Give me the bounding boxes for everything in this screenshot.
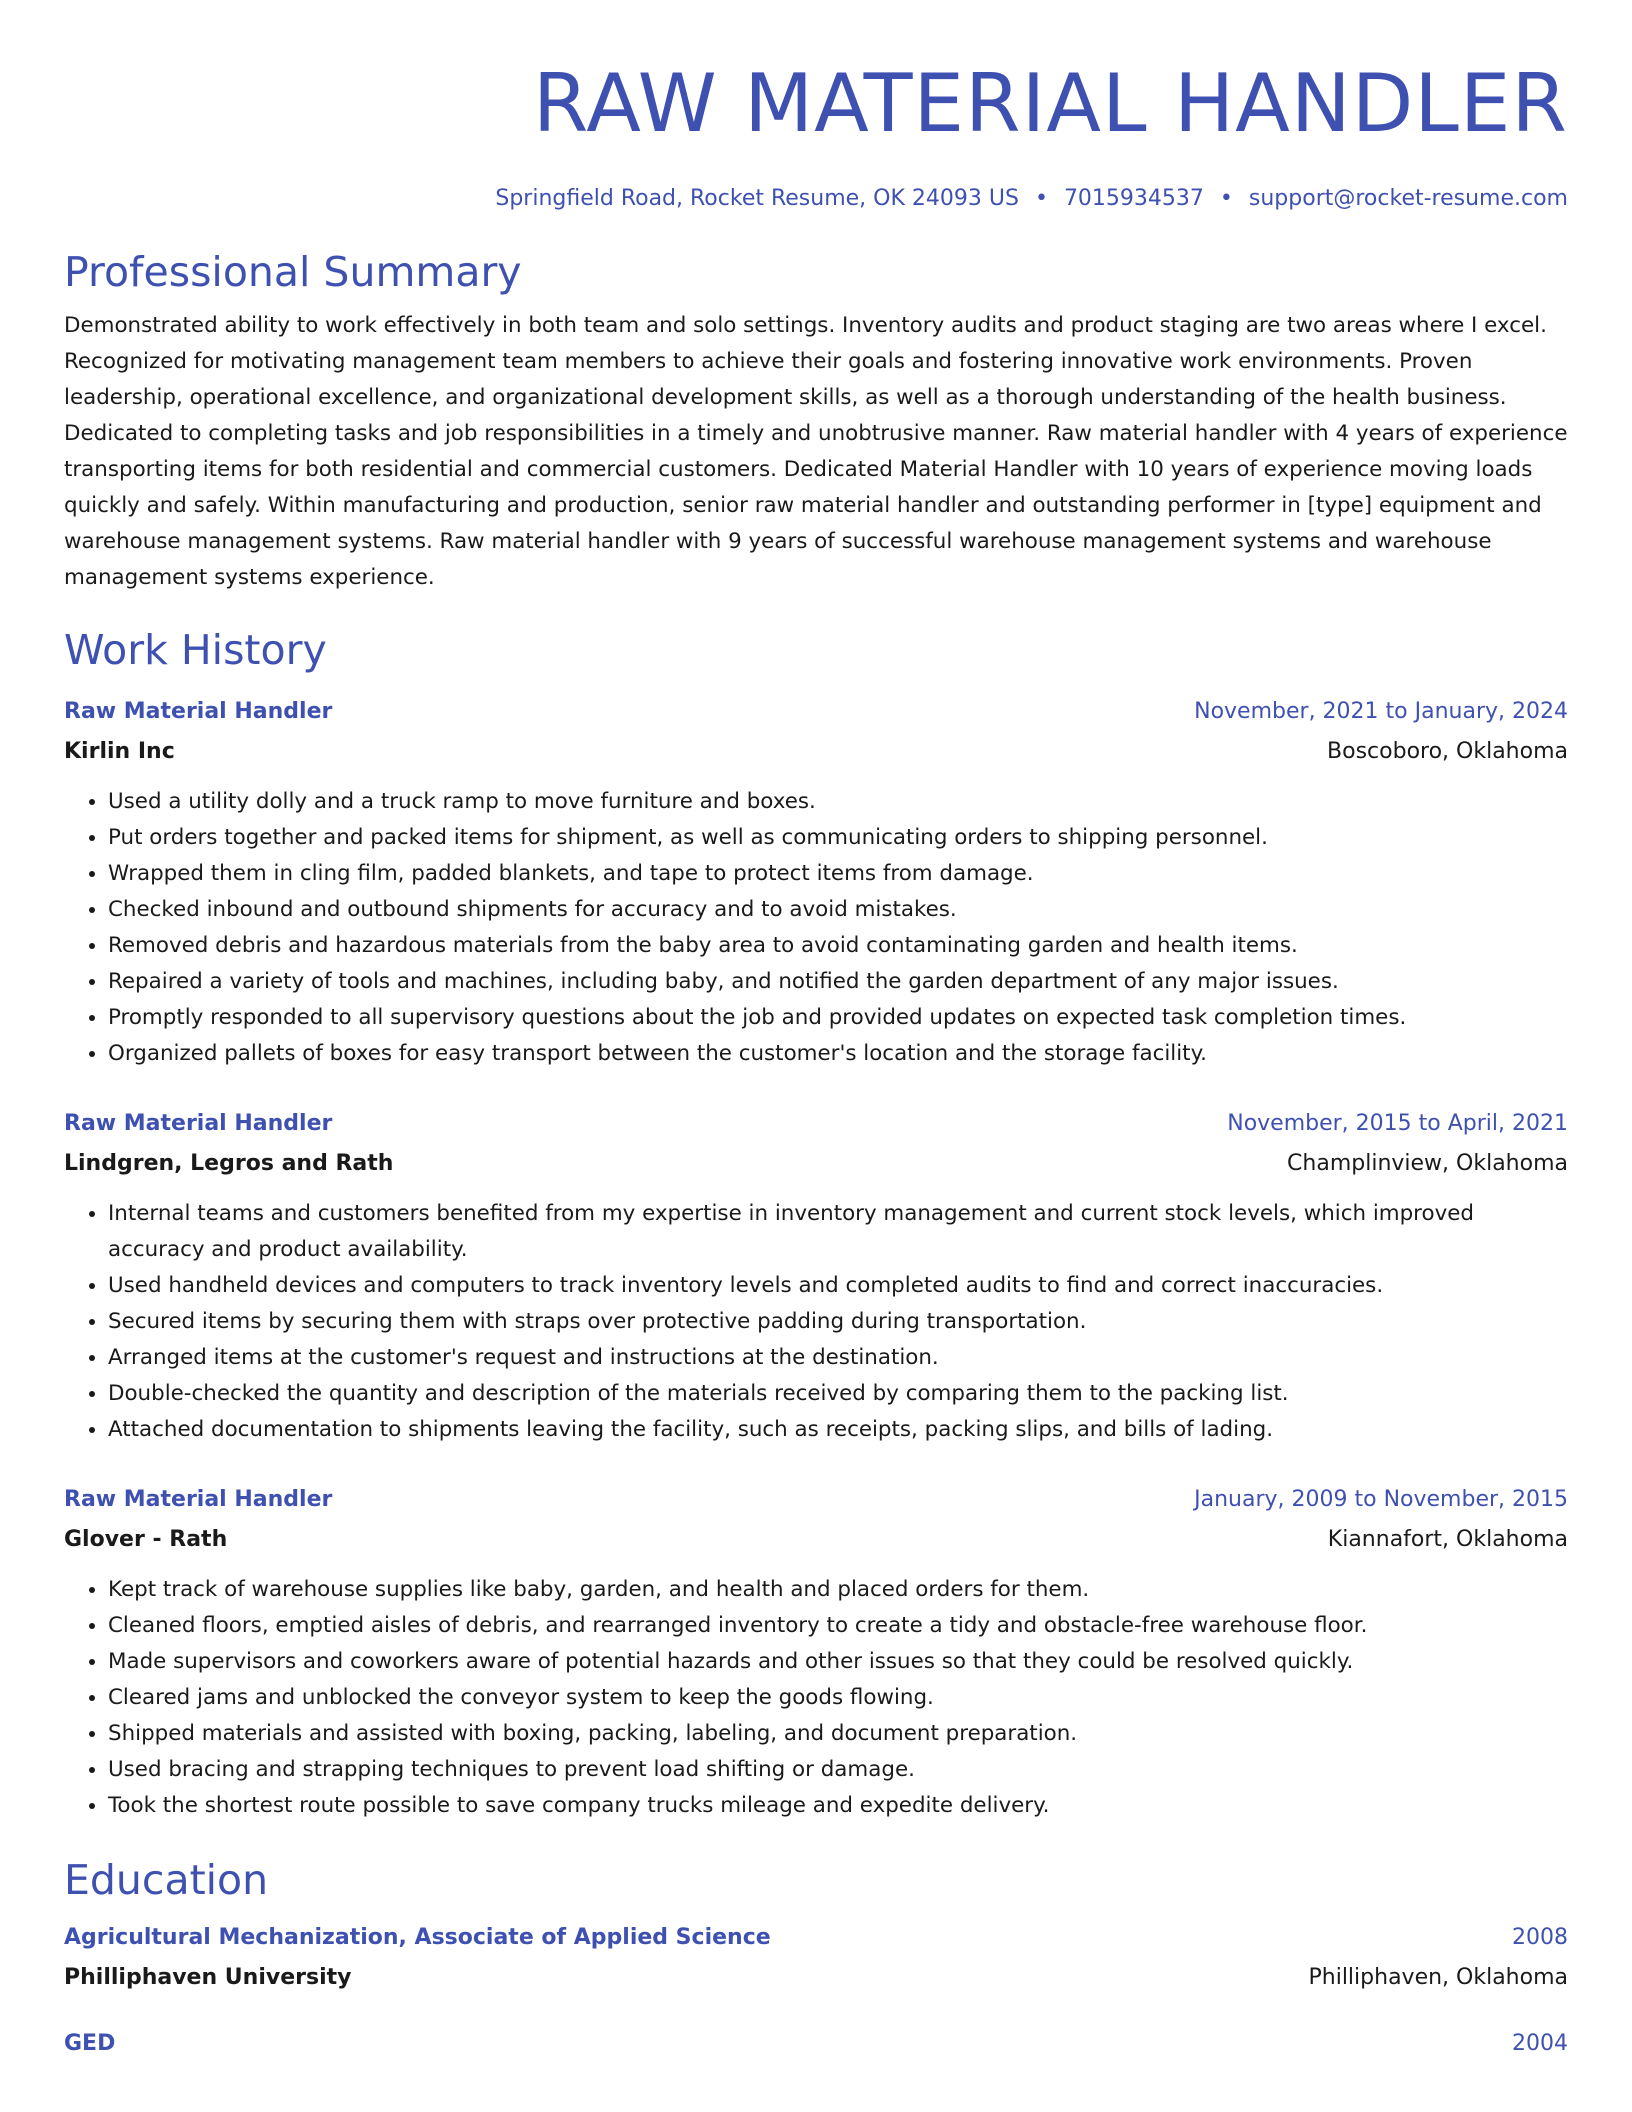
- job-company: Lindgren, Legros and Rath: [64, 1151, 394, 1176]
- job-bullets: [64, 784, 1568, 1072]
- education-entry: [64, 2024, 1568, 2064]
- job-entry: [64, 692, 1568, 1072]
- education-header-row: [64, 2024, 1568, 2064]
- job-entry: [64, 1480, 1568, 1824]
- work-history-heading: Work History: [64, 626, 327, 674]
- job-bullet: • Used bracing and strapping techniques to prevent load shifting or damage.: [108, 1752, 1568, 1788]
- contact-line: [64, 184, 1568, 214]
- job-bullet: • Promptly responded to all supervisory questions about the job and provided updates on expected task completion times.: [108, 1000, 1568, 1036]
- contact-phone[interactable]: 7015934537: [1063, 186, 1204, 211]
- job-bullet: • Checked inbound and outbound shipments for accuracy and to avoid mistakes.: [108, 892, 1568, 928]
- job-bullet: • Put orders together and packed items for shipment, as well as communicating orders to shipping personnel.: [108, 820, 1568, 856]
- job-dates: January, 2009 to November, 2015: [1194, 1487, 1568, 1512]
- job-bullets: [64, 1572, 1568, 1824]
- education-location: Philliphaven, Oklahoma: [1308, 1965, 1568, 1990]
- contact-email[interactable]: support@rocket-resume.com: [1248, 186, 1568, 211]
- job-bullet: • Internal teams and customers benefited from my expertise in inventory management and current stock levels, which improved accuracy and product availability.: [108, 1196, 1568, 1268]
- job-header-row: [64, 1104, 1568, 1144]
- job-bullet: • Wrapped them in cling film, padded blankets, and tape to protect items from damage.: [108, 856, 1568, 892]
- job-header-row: [64, 1480, 1568, 1520]
- education-school-row: [64, 1958, 1568, 1998]
- job-company: Kirlin Inc: [64, 739, 175, 764]
- job-company-row: [64, 732, 1568, 772]
- contact-separator: •: [1034, 186, 1048, 211]
- job-bullet: • Secured items by securing them with straps over protective padding during transportation.: [108, 1304, 1568, 1340]
- job-bullet: • Shipped materials and assisted with boxing, packing, labeling, and document preparation.: [108, 1716, 1568, 1752]
- education-year: 2008: [1512, 1925, 1568, 1950]
- job-entry: [64, 1104, 1568, 1448]
- job-company-row: [64, 1144, 1568, 1184]
- job-bullet: • Took the shortest route possible to save company trucks mileage and expedite delivery.: [108, 1788, 1568, 1824]
- contact-address: Springfield Road, Rocket Resume, OK 24093 US: [495, 186, 1019, 211]
- job-title: Raw Material Handler: [64, 1111, 333, 1136]
- job-location: Kiannafort, Oklahoma: [1327, 1527, 1568, 1552]
- candidate-name: RAW MATERIAL HANDLER: [532, 57, 1568, 150]
- education-heading: Education: [64, 1856, 269, 1904]
- education-entry: [64, 1918, 1568, 1998]
- job-location: Boscoboro, Oklahoma: [1327, 739, 1568, 764]
- contact-separator: •: [1219, 186, 1233, 211]
- job-dates: November, 2021 to January, 2024: [1194, 699, 1568, 724]
- job-title: Raw Material Handler: [64, 1487, 333, 1512]
- education-school: Philliphaven University: [64, 1965, 352, 1990]
- job-bullet: • Cleared jams and unblocked the conveyor system to keep the goods flowing.: [108, 1680, 1568, 1716]
- summary-heading: Professional Summary: [64, 248, 522, 296]
- education-list: [64, 1918, 1568, 2064]
- job-bullet: • Used handheld devices and computers to track inventory levels and completed audits to find and correct inaccuracies.: [108, 1268, 1568, 1304]
- job-bullet: • Made supervisors and coworkers aware of potential hazards and other issues so that they could be resolved quickly.: [108, 1644, 1568, 1680]
- education-year: 2004: [1512, 2031, 1568, 2056]
- job-location: Champlinview, Oklahoma: [1287, 1151, 1568, 1176]
- job-bullet: • Removed debris and hazardous materials from the baby area to avoid contaminating garden and health items.: [108, 928, 1568, 964]
- job-bullet: • Used a utility dolly and a truck ramp to move furniture and boxes.: [108, 784, 1568, 820]
- job-dates: November, 2015 to April, 2021: [1227, 1111, 1568, 1136]
- job-bullet: • Repaired a variety of tools and machines, including baby, and notified the garden department of any major issues.: [108, 964, 1568, 1000]
- job-bullets: [64, 1196, 1568, 1448]
- job-company-row: [64, 1520, 1568, 1560]
- job-company: Glover - Rath: [64, 1527, 228, 1552]
- job-title: Raw Material Handler: [64, 699, 333, 724]
- job-bullet: • Kept track of warehouse supplies like baby, garden, and health and placed orders for them.: [108, 1572, 1568, 1608]
- education-header-row: [64, 1918, 1568, 1958]
- education-degree: Agricultural Mechanization, Associate of Applied Science: [64, 1925, 771, 1950]
- summary-text: Demonstrated ability to work effectively in both team and solo settings. Inventory audits and product staging are two areas where I excel. Recognized for motivating management team members to achieve their goals and fostering innovative work environments. Proven leadership, operational excellence, and organizational development skills, as well as a thorough understanding of the health business. Dedicated to completing tasks and job responsibilities in a timely and unobtrusive manner. Raw material handler with 4 years of experience transporting items for both residential and commercial customers. Dedicated Material Handler with 10 years of experience moving loads quickly and safely. Within manufacturing and production, senior raw material handler and outstanding performer in [type] equipment and warehouse management systems. Raw material handler with 9 years of successful warehouse management systems and warehouse management systems experience.: [64, 313, 1568, 590]
- education-degree: GED: [64, 2031, 116, 2056]
- job-bullet: • Cleaned floors, emptied aisles of debris, and rearranged inventory to create a tidy and obstacle-free warehouse floor.: [108, 1608, 1568, 1644]
- job-bullet: • Double-checked the quantity and description of the materials received by comparing them to the packing list.: [108, 1376, 1568, 1412]
- job-bullet: • Attached documentation to shipments leaving the facility, such as receipts, packing slips, and bills of lading.: [108, 1412, 1568, 1448]
- job-bullet: • Arranged items at the customer's request and instructions at the destination.: [108, 1340, 1568, 1376]
- job-header-row: [64, 692, 1568, 732]
- job-bullet: • Organized pallets of boxes for easy transport between the customer's location and the storage facility.: [108, 1036, 1568, 1072]
- work-history-list: [64, 692, 1568, 1824]
